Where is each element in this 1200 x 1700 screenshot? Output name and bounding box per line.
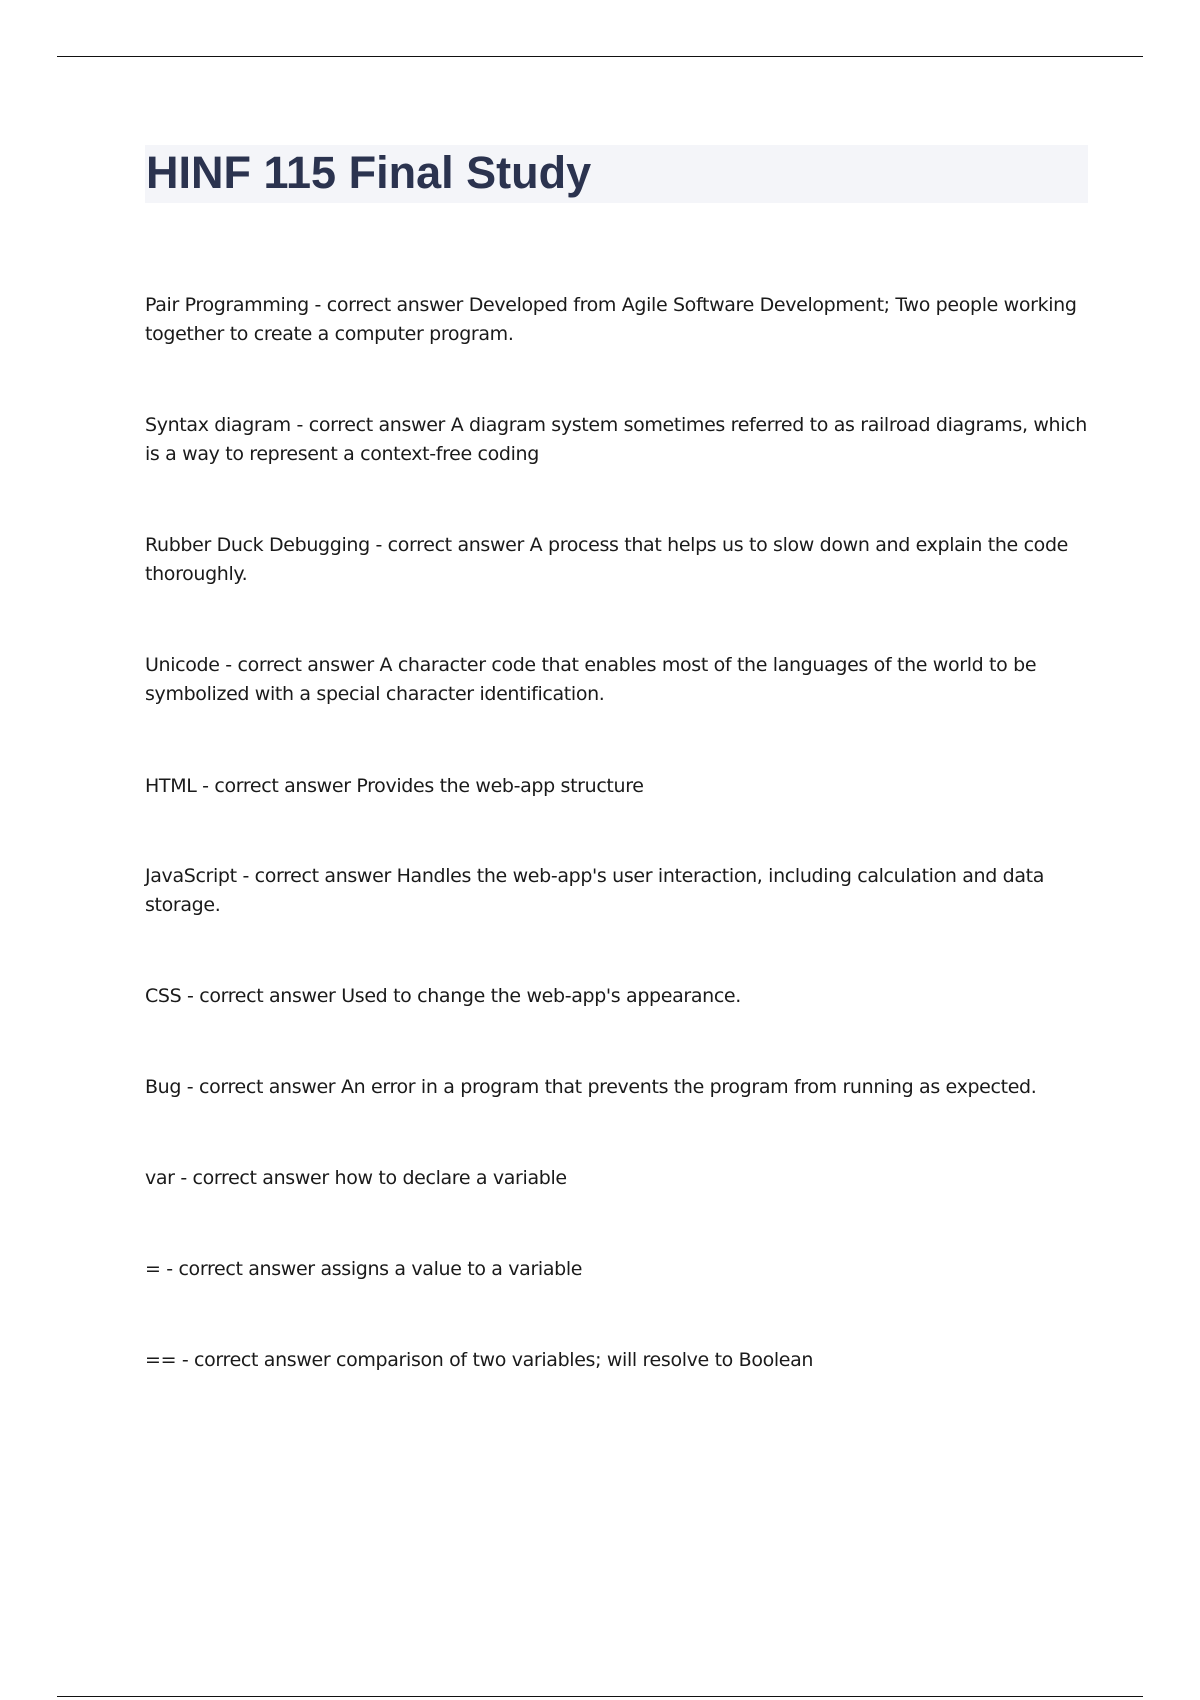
top-rule — [57, 56, 1143, 57]
entry-term: var — [145, 1167, 175, 1189]
qa-entry — [145, 1346, 1095, 1375]
entry-term: Syntax diagram — [145, 414, 291, 436]
entry-separator: - correct answer — [236, 865, 397, 887]
page-title: HINF 115 Final Study — [146, 147, 592, 198]
entry-term: Pair Programming — [145, 294, 309, 316]
entry-term: Rubber Duck Debugging — [145, 534, 370, 556]
qa-entry — [145, 1164, 1095, 1193]
qa-entry — [145, 411, 1095, 469]
entry-separator: - correct answer — [181, 985, 342, 1007]
entry-definition: Developed from Agile Software Development; Two people working together to create a computer program. — [145, 294, 1077, 345]
entry-separator: - correct answer — [181, 1076, 341, 1098]
entry-term: Bug — [145, 1076, 182, 1098]
qa-entry — [145, 651, 1095, 709]
qa-entry — [145, 772, 1095, 801]
entry-definition: A character code that enables most of the languages of the world to be symbolized with a special character identification. — [145, 654, 1037, 705]
entry-term: CSS — [145, 985, 182, 1007]
entry-definition: how to declare a variable — [334, 1167, 567, 1189]
entry-definition: comparison of two variables; will resolve to Boolean — [336, 1349, 814, 1371]
entry-separator: - correct answer — [174, 1167, 335, 1189]
entry-separator: - correct answer — [196, 775, 357, 797]
entry-term: Unicode — [145, 654, 220, 676]
entry-separator: - correct answer — [160, 1258, 321, 1280]
qa-entry — [145, 291, 1095, 349]
bottom-rule — [57, 1696, 1143, 1697]
entry-separator: - correct answer — [290, 414, 451, 436]
entry-separator: - correct answer — [219, 654, 380, 676]
qa-entry — [145, 531, 1095, 589]
entry-term: = — [145, 1258, 161, 1280]
entry-definition: A process that helps us to slow down and explain the code thoroughly. — [145, 534, 1068, 585]
entry-definition: Provides the web-app structure — [356, 775, 644, 797]
entry-separator: - correct answer — [308, 294, 469, 316]
entry-definition: assigns a value to a variable — [320, 1258, 583, 1280]
entry-definition: Handles the web-app's user interaction, including calculation and data storage. — [145, 865, 1045, 916]
entry-definition: A diagram system sometimes referred to as railroad diagrams, which is a way to represent a context-free coding — [145, 414, 1087, 465]
entry-term: == — [145, 1349, 177, 1371]
entry-term: HTML — [145, 775, 197, 797]
entry-definition: An error in a program that prevents the program from running as expected. — [340, 1076, 1037, 1098]
entry-definition: Used to change the web-app's appearance. — [341, 985, 741, 1007]
qa-entry — [145, 1073, 1095, 1102]
qa-entry — [145, 1255, 1095, 1284]
qa-entry — [145, 862, 1095, 920]
entry-separator: - correct answer — [176, 1349, 337, 1371]
entry-separator: - correct answer — [369, 534, 530, 556]
entry-term: JavaScript — [145, 865, 237, 887]
qa-entry — [145, 982, 1095, 1011]
